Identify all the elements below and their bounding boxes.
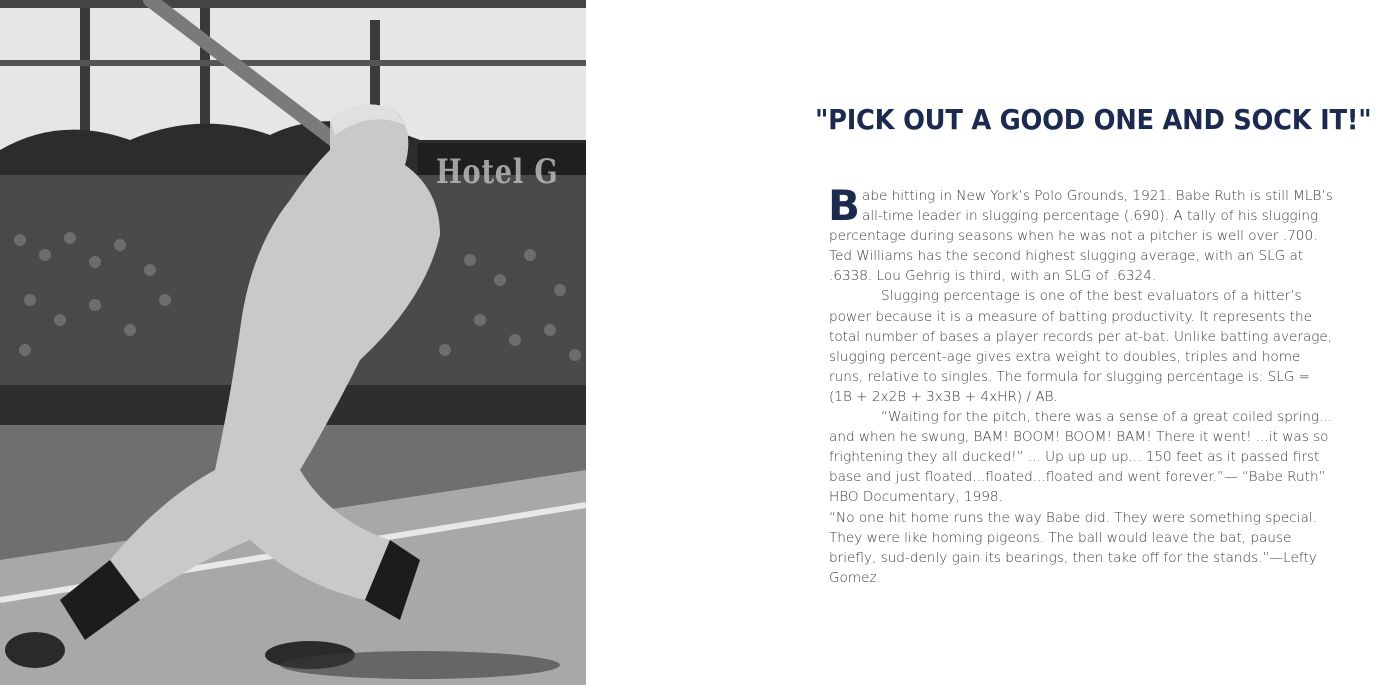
- paragraph-1-text: abe hitting in New York’s Polo Grounds, 1921. Babe Ruth is still MLB’s all-time leader in slugging percentage (.690). A tally of his slugging percentage during seasons when he was not a pitcher is well over .700. Ted Williams has the second highest slugging average, with an SLG at .6338. Lou Gehrig is third, with an SLG of .6324.: [829, 188, 1333, 285]
- drop-cap: B: [828, 181, 861, 230]
- paragraph-2: Slugging percentage is one of the best evaluators of a hitter’s power because it is a measure of batting productivity. It represents the total number of bases a player records per at-bat. Unlike batting average, slugging percent-age gives extra weight to doubles, triples and home runs, relative to singles. The formula for slugging percentage is: SLG = (1B + 2x2B + 3x3B + 4xHR) / AB.: [829, 288, 1333, 405]
- paragraph-1: [828, 181, 1334, 286]
- paragraph-3-quote: “Waiting for the pitch, there was a sense of a great coiled spring... and when he swung, BAM! BOOM! BOOM! BAM! There it went! ...it was so frightening they all ducked!” ... Up up up up... 150 feet as it passed first base and just floated...floated...floated and went forever.”— “Babe Ruth” HBO Documentary, 1998.: [829, 409, 1332, 506]
- baseball-player-photo: [0, 0, 586, 685]
- photo-illustration: [0, 0, 586, 685]
- paragraph-4-quote: “No one hit home runs the way Babe did. They were something special. They were like homing pigeons. The ball would leave the bat, pause briefly, sud-denly gain its bearings, then take off for the stands.”—Lefty Gomez.: [829, 509, 1317, 586]
- page-title: "PICK OUT A GOOD ONE AND SOCK IT!": [815, 103, 1372, 136]
- hotel-sign: Hotel G: [436, 152, 559, 192]
- article-body: [828, 181, 1334, 588]
